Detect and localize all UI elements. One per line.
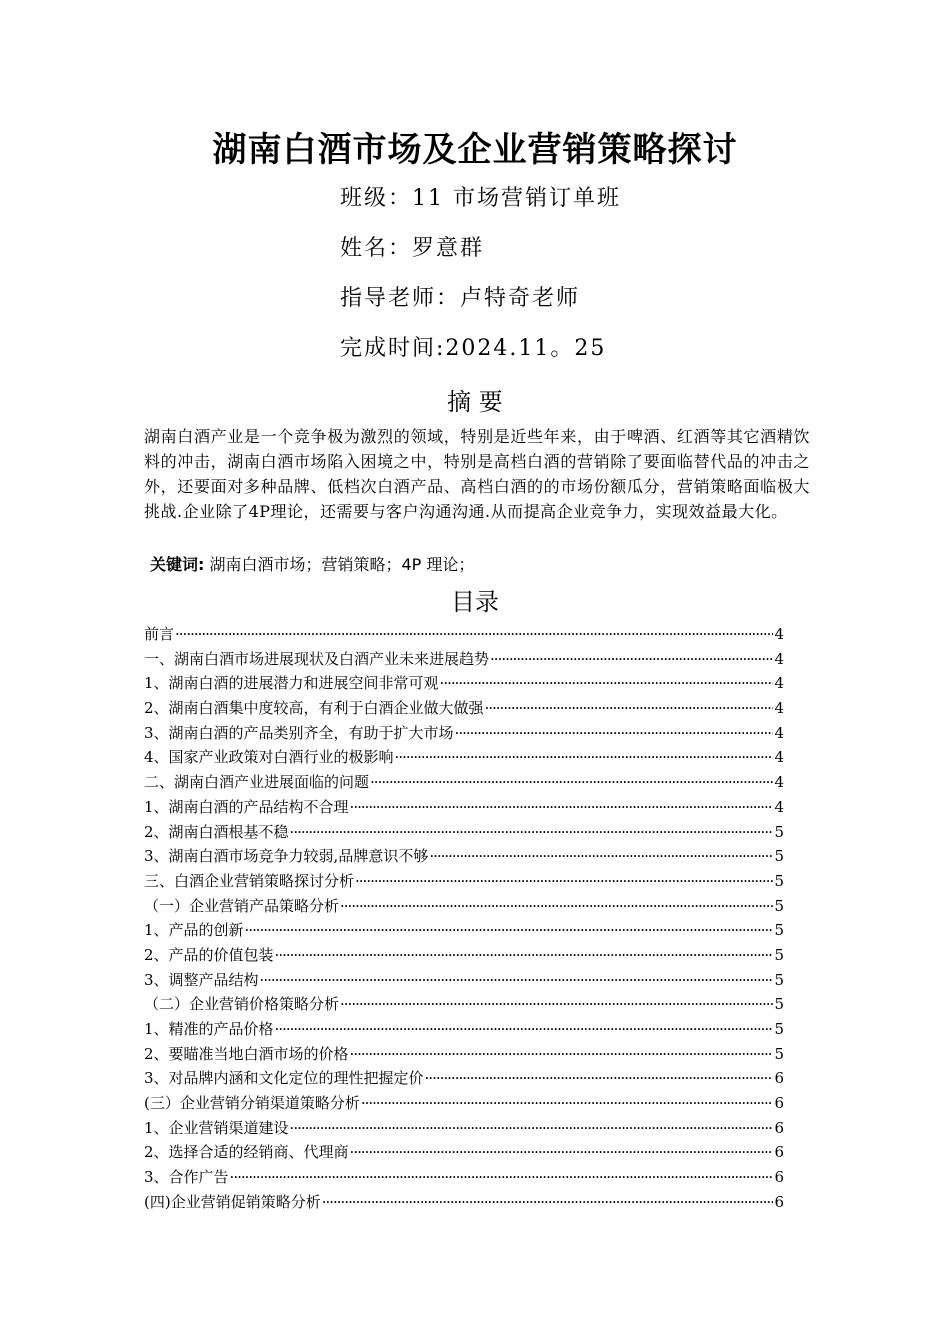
toc-leader-dots	[245, 918, 774, 943]
toc-leader-dots	[455, 721, 774, 746]
keywords-label: 关键词:	[150, 555, 205, 574]
toc-leader-dots	[340, 894, 773, 919]
toc-entry-label: 3、合作广告	[144, 1168, 229, 1187]
toc-heading: 目录	[451, 588, 499, 616]
toc-leader-dots	[485, 696, 774, 721]
toc-leader-dots	[350, 1140, 774, 1165]
toc-entry-label: (四)企业营销促销策略分析	[144, 1192, 321, 1211]
toc-entry	[144, 622, 784, 647]
toc-entry-label: 二、湖南白酒产业进展面临的问题	[144, 773, 370, 792]
toc-entry	[144, 1116, 784, 1141]
toc-entry-label: 3、对品牌内涵和文化定位的理性把握定价	[144, 1069, 424, 1088]
toc-leader-dots	[429, 844, 773, 869]
toc-entry-page: 5	[774, 822, 784, 841]
toc-leader-dots	[275, 943, 774, 968]
toc-entry	[144, 1066, 784, 1091]
toc-entry-page: 5	[774, 970, 784, 989]
toc-leader-dots	[260, 968, 774, 993]
toc-leader-dots	[350, 795, 774, 820]
toc-leader-dots	[322, 1190, 774, 1215]
toc-entry-label: 2、产品的价值包装	[144, 945, 274, 964]
toc-entry-label: 2、选择合适的经销商、代理商	[144, 1143, 349, 1162]
toc-entry	[144, 918, 784, 943]
toc-leader-dots	[290, 1116, 774, 1141]
toc-entry-page: 5	[774, 847, 784, 866]
abstract-text: 湖南白酒产业是一个竞争极为激烈的领域，特别是近些年来，由于啤酒、红酒等其它酒精饮料的冲击，湖南白酒市场陷入困境之中，特别是高档白酒的营销除了要面临替代品的冲击之外，还要面对多种品牌、低档次白酒产品、高档白酒的的市场份额瓜分，营销策略面临极大挑战.企业除了4P理论，还需要与客户沟通沟通.从而提高企业竞争力，实现效益最大化。	[144, 427, 810, 521]
class-line: 班级：11 市场营销订单班	[340, 186, 621, 211]
toc-entry-label: 前言	[144, 625, 175, 643]
toc-entry-page: 5	[774, 995, 784, 1014]
toc-leader-dots	[425, 1066, 774, 1091]
toc-entry	[144, 1165, 784, 1190]
toc-leader-dots	[275, 1017, 774, 1042]
toc-leader-dots	[490, 647, 773, 672]
toc-entry	[144, 968, 784, 993]
toc-entry	[144, 1140, 784, 1165]
toc-entry-page: 6	[774, 1069, 784, 1088]
toc-entry-page: 5	[774, 1044, 784, 1063]
toc-leader-dots	[340, 992, 773, 1017]
toc-leader-dots	[440, 671, 774, 696]
toc-entry	[144, 770, 784, 795]
toc-entry	[144, 795, 784, 820]
toc-leader-dots	[290, 820, 774, 845]
toc-entry-page: 6	[774, 1168, 784, 1187]
advisor-line: 指导老师：卢特奇老师	[340, 286, 581, 311]
toc-entry-page: 4	[774, 674, 784, 693]
toc-entry-label: 三、白酒企业营销策略探讨分析	[144, 871, 355, 890]
toc-entry-label: （一）企业营销产品策略分析	[144, 896, 340, 915]
toc-entry-label: 一、湖南白酒市场进展现状及白酒产业未来进展趋势	[144, 649, 490, 668]
toc-entry-label: 3、湖南白酒的产品类别齐全，有助于扩大市场	[144, 723, 454, 742]
toc-entry-page: 6	[774, 1143, 784, 1162]
keywords-text: 湖南白酒市场；营销策略；4P 理论；	[209, 555, 475, 574]
toc-entry-label: 2、湖南白酒根基不稳	[144, 822, 289, 841]
toc-entry	[144, 745, 784, 770]
toc-entry-page: 4	[774, 649, 784, 668]
toc-entry-page: 5	[774, 871, 784, 890]
toc-leader-dots	[361, 1091, 774, 1116]
toc-leader-dots	[355, 869, 773, 894]
toc-entry-page: 6	[774, 1118, 784, 1137]
toc-entry-page: 4	[774, 699, 784, 718]
abstract-heading: 摘 要	[447, 388, 503, 416]
toc-leader-dots	[370, 770, 773, 795]
toc-entry-label: 3、调整产品结构	[144, 970, 259, 989]
toc-entry	[144, 820, 784, 845]
date-line: 完成时间:2024.11。25	[340, 336, 607, 361]
toc-entry	[144, 992, 784, 1017]
toc-entry-label: 1、湖南白酒的进展潜力和进展空间非常可观	[144, 674, 439, 693]
toc-entry-label: 1、湖南白酒的产品结构不合理	[144, 797, 349, 816]
toc-entry	[144, 1190, 784, 1215]
toc-entry	[144, 696, 784, 721]
toc-leader-dots	[230, 1165, 774, 1190]
toc-entry	[144, 1042, 784, 1067]
keywords-line	[150, 552, 474, 575]
toc-entry-label: （二）企业营销价格策略分析	[144, 995, 340, 1014]
toc-entry	[144, 844, 784, 869]
toc-entry-label: 2、要瞄准当地白酒市场的价格	[144, 1044, 349, 1063]
toc-entry-page: 4	[774, 723, 784, 742]
toc-entry-page: 5	[774, 1020, 784, 1038]
toc-entry-page: 4	[774, 773, 784, 792]
toc-entry-page: 6	[774, 1094, 784, 1113]
toc-leader-dots	[350, 1042, 774, 1067]
toc-entry-page: 4	[774, 797, 784, 816]
toc-entry-page: 5	[774, 945, 784, 964]
toc-entry-label: 3、湖南白酒市场竞争力较弱,品牌意识不够	[144, 847, 429, 866]
toc-entry	[144, 1091, 784, 1116]
toc-entry-label: 1、企业营销渠道建设	[144, 1118, 289, 1137]
toc-entry-label: (三）企业营销分销渠道策略分析	[144, 1094, 360, 1113]
toc-entry	[144, 869, 784, 894]
toc-entry-label: 1、精准的产品价格	[144, 1020, 274, 1038]
toc-entry-page: 4	[774, 625, 784, 643]
toc-entry	[144, 647, 784, 672]
toc-entry	[144, 894, 784, 919]
toc-entry-page: 6	[774, 1192, 784, 1211]
table-of-contents	[144, 622, 784, 1215]
toc-leader-dots	[395, 745, 774, 770]
toc-entry-label: 2、湖南白酒集中度较高，有利于白酒企业做大做强	[144, 699, 484, 718]
toc-entry	[144, 721, 784, 746]
toc-leader-dots	[175, 622, 773, 647]
document-title: 湖南白酒市场及企业营销策略探讨	[212, 130, 738, 170]
toc-entry-label: 4、国家产业政策对白酒行业的极影响	[144, 748, 394, 767]
toc-entry	[144, 943, 784, 968]
toc-entry-page: 5	[774, 921, 784, 940]
toc-entry-label: 1、产品的创新	[144, 921, 244, 940]
toc-entry	[144, 671, 784, 696]
toc-entry	[144, 1017, 784, 1042]
name-line: 姓名：罗意群	[340, 236, 485, 261]
toc-entry-page: 4	[774, 748, 784, 767]
toc-entry-page: 5	[774, 896, 784, 915]
